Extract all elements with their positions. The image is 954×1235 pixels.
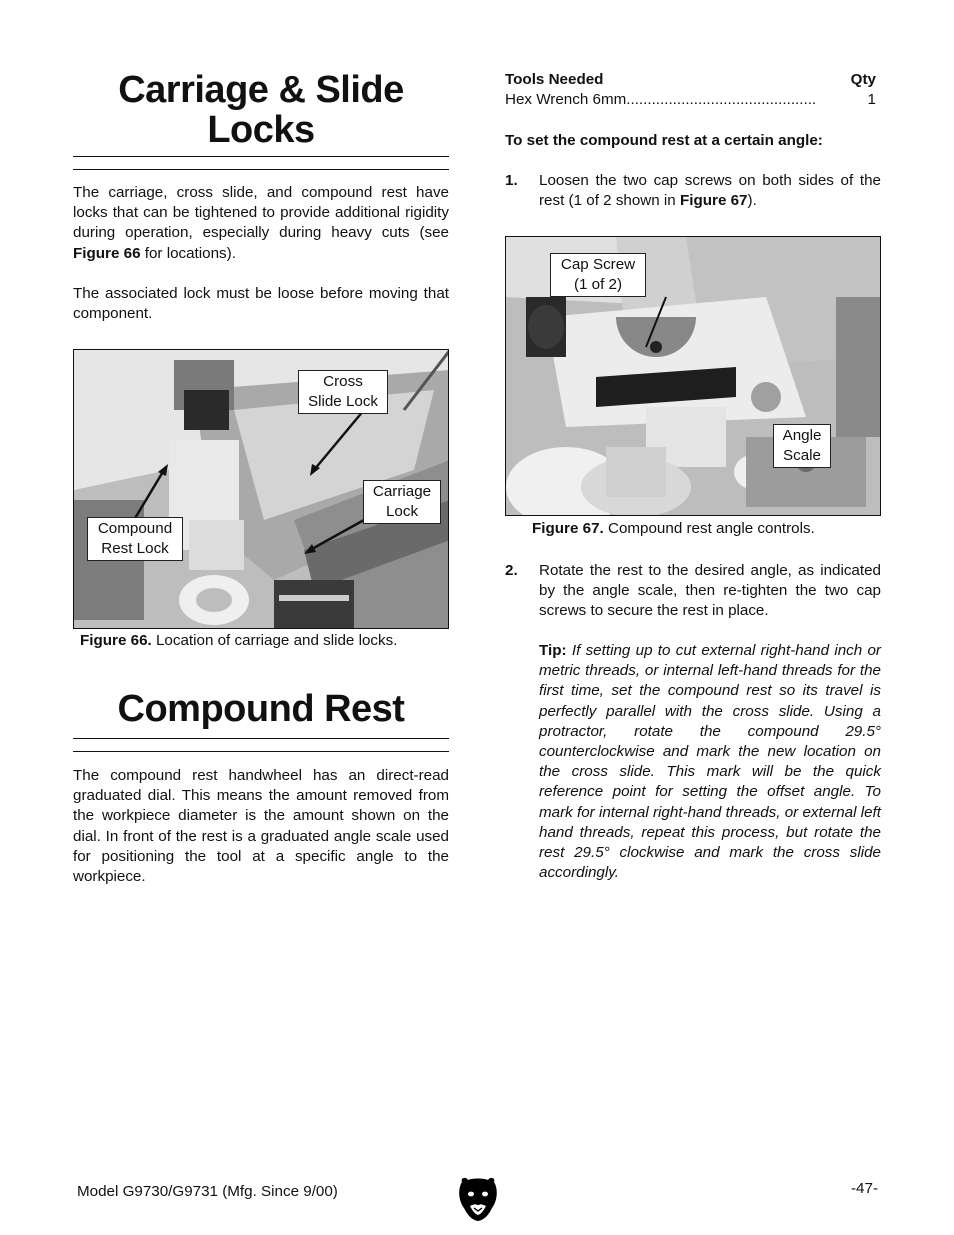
footer-model: Model G9730/G9731 (Mfg. Since 9/00) (77, 1183, 338, 1200)
figure-67-photo (505, 236, 881, 516)
title-rule (73, 738, 449, 754)
section-title-compound-rest: Compound Rest (117, 688, 405, 730)
step-2-number: 2. (505, 562, 518, 579)
callout-angle-scale: Angle Scale (773, 424, 831, 468)
footer-page-number: -47- (851, 1180, 879, 1197)
compound-rest-paragraph: The compound rest handwheel has an direct-read graduated dial. This means the amount removed from the workpiece diameter is the amount shown on the dial. In front of the rest is a graduated angle scale used for positioning the tool at a specific angle to the workpiece. (73, 767, 449, 886)
figure-reference: Figure 67 (679, 192, 748, 210)
tip-paragraph: Tip: If setting up to cut external right-hand inch or metric threads, or internal left-hand threads for the first time, set the compound rest so its travel is perfectly parallel with the cross slide. Using a protractor, rotate the compound 29.5° counterclockwise and mark the new location on the cross slide. This mark will be the quick reference point for setting the offset angle. To mark for internal right-hand threads, or external left hand threads, repeat this process, but rotate the rest 29.5° clockwise and mark the cross slide accordingly. (539, 642, 881, 882)
figure-66-caption: Figure 66. Location of carriage and slide locks. (80, 632, 398, 649)
step-2-text: Rotate the rest to the desired angle, as indicated by the angle scale, then re-tighten the two cap screws to secure the rest in place. (539, 562, 881, 620)
section-title-carriage-locks (73, 70, 449, 150)
figure-reference: Figure 66 (73, 244, 141, 262)
callout-compound-rest-lock: Compound Rest Lock (87, 517, 183, 561)
carriage-locks-paragraph: The carriage, cross slide, and compound rest have locks that can be tightened to provide additional rigidity during operation, especially during heavy cuts (see Figure 66 for locations). (73, 184, 449, 262)
callout-carriage-lock: Carriage Lock (363, 480, 441, 524)
title-line-2: Locks (207, 109, 315, 151)
figure-67-caption: Figure 67. Compound rest angle controls. (532, 520, 815, 537)
callout-cap-screw: Cap Screw (1 of 2) (550, 253, 646, 297)
title-line-1: Carriage & Slide (118, 69, 404, 111)
title-rule (73, 156, 449, 172)
figure-66-photo (73, 349, 449, 629)
callout-cross-slide-lock: Cross Slide Lock (298, 370, 388, 414)
procedure-subheading: To set the compound rest at a certain angle: (505, 132, 823, 149)
tool-item-hex-wrench: Hex Wrench 6mm............................................. 1 (505, 91, 876, 108)
tip-label: Tip: (539, 642, 567, 659)
step-1-text: Loosen the two cap screws on both sides of the rest (1 of 2 shown in Figure 67). (539, 172, 881, 210)
step-1-number: 1. (505, 172, 518, 189)
tools-needed-header: Tools Needed Qty (505, 71, 876, 88)
bear-logo-icon (458, 1176, 498, 1222)
loose-lock-paragraph: The associated lock must be loose before moving that component. (73, 285, 449, 323)
